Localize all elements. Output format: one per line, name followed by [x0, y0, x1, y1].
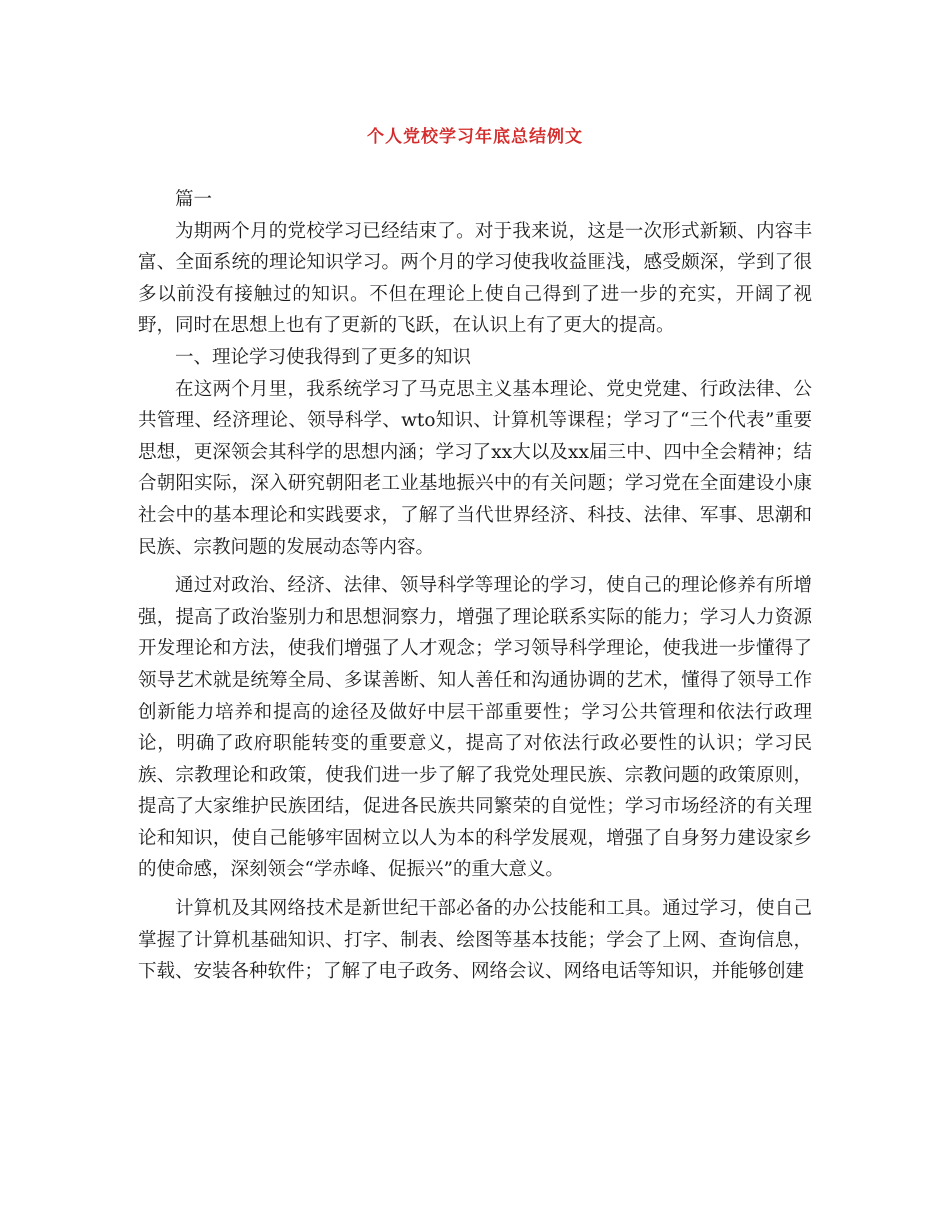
section-heading: 一、理论学习使我得到了更多的知识	[175, 346, 472, 368]
section-label: 篇一	[175, 189, 213, 210]
document-body	[138, 184, 812, 988]
body-paragraph: 为期两个月的党校学习已经结束了。对于我来说，这是一次形式新颖、内容丰富、全面系统的理论知识学习。两个月的学习使我收益匪浅，感受颇深，学到了很多以前没有接触过的知识。不但在理论上使自己得到了进一步的充实，开阔了视野，同时在思想上也有了更新的飞跃，在认识上有了更大的提高。	[138, 220, 812, 337]
body-paragraph: 在这两个月里，我系统学习了马克思主义基本理论、党史党建、行政法律、公共管理、经济理论、领导科学、wto知识、计算机等课程；学习了“三个代表”重要思想，更深领会其科学的思想内涵；学习了xx大以及xx届三中、四中全会精神；结合朝阳实际，深入研究朝阳老工业基地振兴中的有关问题；学习党在全面建设小康社会中的基本理论和实践要求，了解了当代世界经济、科技、法律、军事、思潮和民族、宗教问题的发展动态等内容。	[138, 378, 812, 558]
body-paragraph: 计算机及其网络技术是新世纪干部必备的办公技能和工具。通过学习，使自己掌握了计算机基础知识、打字、制表、绘图等基本技能；学会了上网、查询信息，下载、安装各种软件；了解了电子政务、网络会议、网络电话等知识，并能够创建	[138, 898, 812, 983]
body-paragraph: 通过对政治、经济、法律、领导科学等理论的学习，使自己的理论修养有所增强，提高了政治鉴别力和思想洞察力，增强了理论联系实际的能力；学习人力资源开发理论和方法，使我们增强了人才观念；学习领导科学理论，使我进一步懂得了领导艺术就是统筹全局、多谋善断、知人善任和沟通协调的艺术，懂得了领导工作创新能力培养和提高的途径及做好中层干部重要性；学习公共管理和依法行政理论，明确了政府职能转变的重要意义，提高了对依法行政必要性的认识；学习民族、宗教理论和政策，使我们进一步了解了我党处理民族、宗教问题的政策原则，提高了大家维护民族团结，促进各民族共同繁荣的自觉性；学习市场经济的有关理论和知识，使自己能够牢固树立以人为本的科学发展观，增强了自身努力建设家乡的使命感，深刻领会“学赤峰、促振兴”的重大意义。	[138, 575, 812, 881]
document-title: 个人党校学习年底总结例文	[367, 127, 583, 147]
